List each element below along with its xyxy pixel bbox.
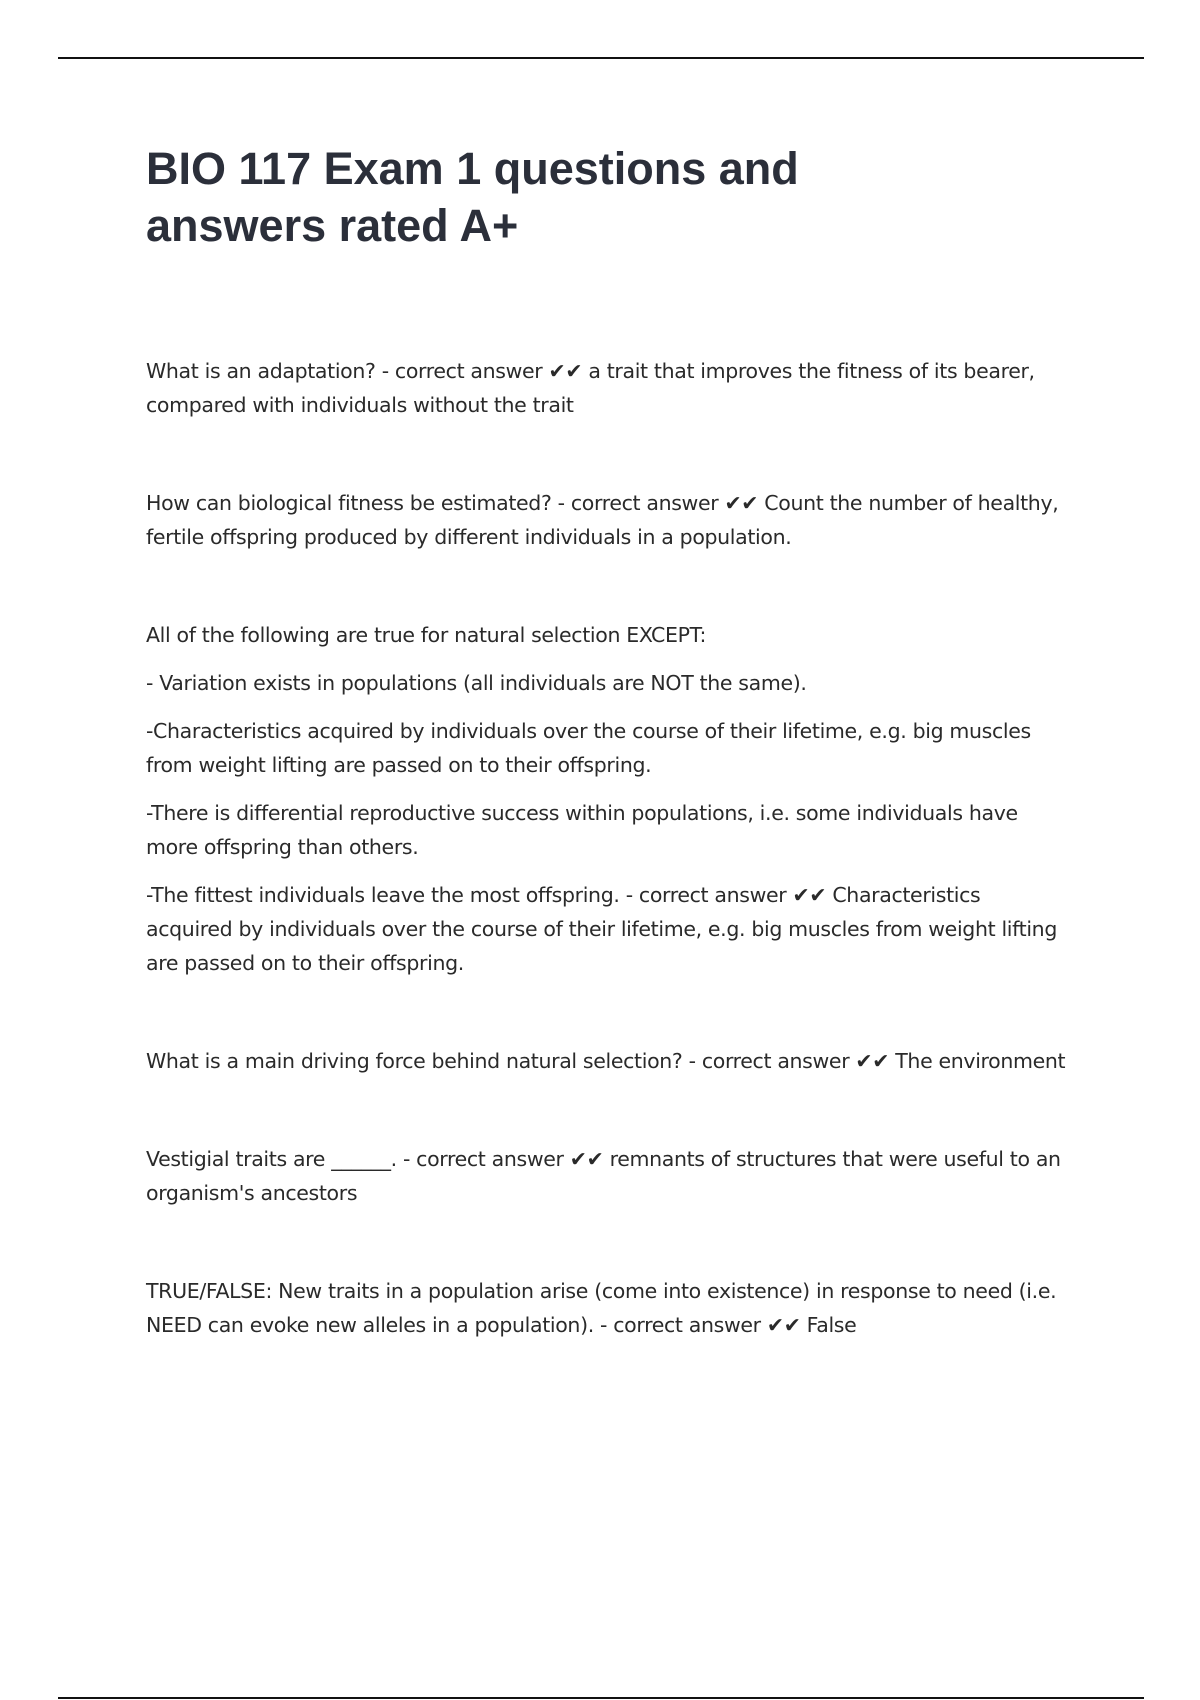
top-rule — [58, 57, 1144, 59]
qa-option: -There is differential reproductive success within populations, i.e. some individuals have more offspring than others. — [146, 801, 1018, 859]
qa-item-driving-force — [146, 1044, 1066, 1078]
qa-item-natural-selection-except — [146, 618, 1066, 980]
document-body — [146, 140, 1066, 1406]
qa-question: All of the following are true for natural selection EXCEPT: — [146, 623, 707, 647]
qa-text: Vestigial traits are ______. - correct answer ✔✔ remnants of structures that were useful to an organism's ancestors — [146, 1147, 1061, 1205]
qa-option-answer: -The fittest individuals leave the most offspring. - correct answer ✔✔ Characteristics acquired by individuals over the course of their lifetime, e.g. big muscles from weight lifting are passed on to their offspring. — [146, 883, 1057, 975]
qa-item-vestigial-traits — [146, 1142, 1066, 1210]
qa-option: -Characteristics acquired by individuals over the course of their lifetime, e.g. big muscles from weight lifting are passed on to their offspring. — [146, 719, 1031, 777]
document-title: BIO 117 Exam 1 questions and answers rated A+ — [146, 143, 799, 251]
qa-text: TRUE/FALSE: New traits in a population arise (come into existence) in response to need (i.e. NEED can evoke new alleles in a population). - correct answer ✔✔ False — [146, 1279, 1057, 1337]
qa-text: How can biological fitness be estimated? - correct answer ✔✔ Count the number of healthy, fertile offspring produced by different individuals in a population. — [146, 491, 1059, 549]
bottom-rule — [58, 1697, 1144, 1699]
qa-option: - Variation exists in populations (all individuals are NOT the same). — [146, 671, 807, 695]
qa-item-true-false — [146, 1274, 1066, 1342]
qa-text: What is a main driving force behind natural selection? - correct answer ✔✔ The environment — [146, 1049, 1066, 1073]
qa-item-adaptation — [146, 354, 1066, 422]
qa-item-fitness — [146, 486, 1066, 554]
qa-text: What is an adaptation? - correct answer ✔✔ a trait that improves the fitness of its bearer, compared with individuals without the trait — [146, 359, 1035, 417]
